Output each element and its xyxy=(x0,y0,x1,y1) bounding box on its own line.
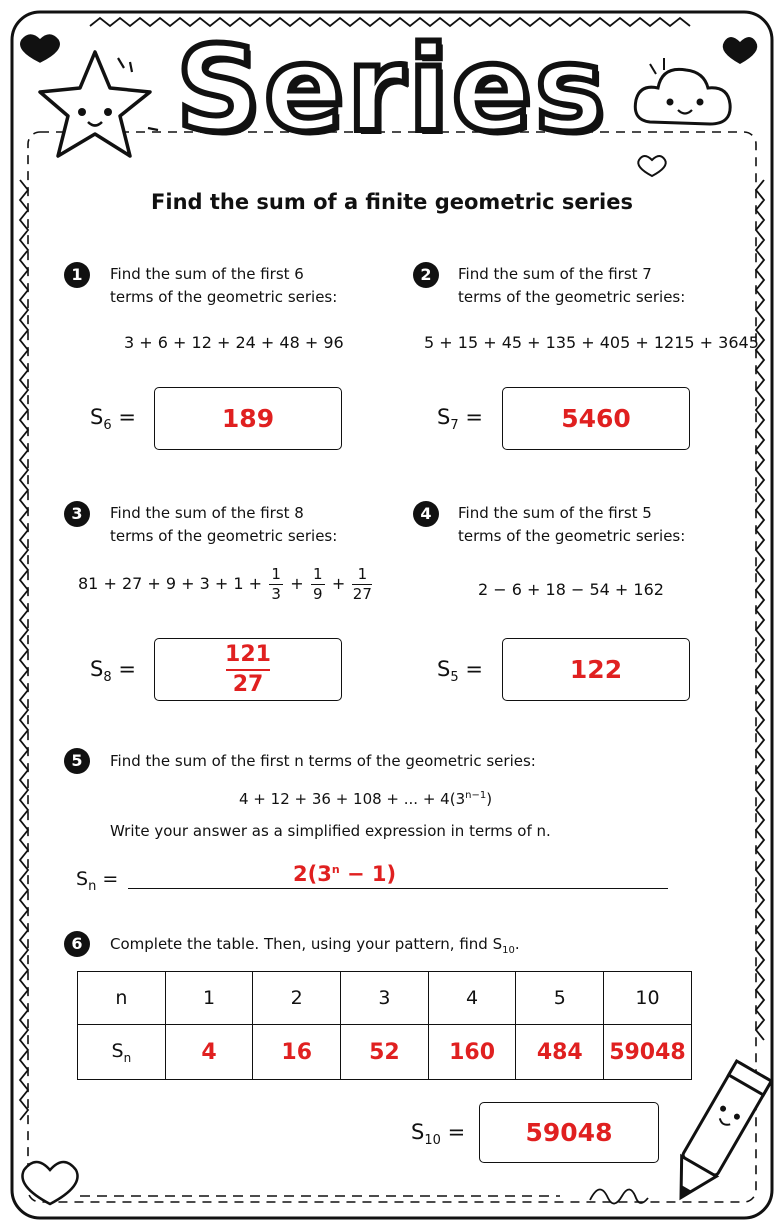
table-answer-cell[interactable]: 4 xyxy=(165,1025,253,1080)
problem-1-text: Find the sum of the first 6 terms of the geometric series: xyxy=(110,265,338,306)
table-header-n: n xyxy=(78,972,166,1025)
fraction-1-3: $\frac{1}{3}$ xyxy=(269,566,283,603)
problem-2-label: $S_7$ = xyxy=(437,405,483,434)
problem-3-text: Find the sum of the first 8 terms of the geometric series: xyxy=(110,504,338,545)
problem-2-answer: 5460 xyxy=(561,404,631,433)
problem-3-answer-box[interactable] xyxy=(154,638,342,701)
table-row xyxy=(78,1025,692,1080)
problem-4-answer-box[interactable] xyxy=(502,638,690,701)
table-answer-cell[interactable]: 160 xyxy=(428,1025,516,1080)
table-cell: 4 xyxy=(428,972,516,1025)
problem-5-text: Find the sum of the first n terms of the geometric series: xyxy=(110,752,536,770)
problem-5-series: 4 + 12 + 36 + 108 + ... + $4(3^{n-1})$ xyxy=(239,790,493,808)
problem-4-series: 2 − 6 + 18 − 54 + 162 xyxy=(478,580,664,599)
problem-number-5: 5 xyxy=(64,748,90,774)
problem-1-label: $S_6$ = xyxy=(90,405,136,434)
problem-number-4: 4 xyxy=(413,501,439,527)
page-subtitle: Find the sum of a finite geometric series xyxy=(151,190,633,214)
problem-1-answer: 189 xyxy=(221,404,275,433)
problem-number-6: 6 xyxy=(64,931,90,957)
table-cell: 10 xyxy=(604,972,692,1025)
table-header-sn: $S_n$ xyxy=(78,1025,166,1080)
problem-2-answer-box[interactable] xyxy=(502,387,690,450)
table-answer-cell[interactable]: 484 xyxy=(516,1025,604,1080)
problem-number-2: 2 xyxy=(413,262,439,288)
problem-5-instruction: Write your answer as a simplified expression in terms of n. xyxy=(110,822,551,840)
problem-number-3: 3 xyxy=(64,501,90,527)
problem-2-series: 5 + 15 + 45 + 135 + 405 + 1215 + 3645 xyxy=(424,333,759,352)
problem-4-label: $S_5$ = xyxy=(437,657,483,686)
problem-6-answer: 59048 xyxy=(525,1118,613,1147)
table-cell: 3 xyxy=(341,972,429,1025)
problem-6-text: Complete the table. Then, using your pattern, find $S_{10}$. xyxy=(110,935,520,956)
sums-table xyxy=(77,971,692,1080)
problem-2-text: Find the sum of the first 7 terms of the geometric series: xyxy=(458,265,686,306)
page-title: Series xyxy=(176,20,608,158)
problem-1-answer-box[interactable] xyxy=(154,387,342,450)
problem-6-label: $S_{10}$ = xyxy=(411,1120,466,1149)
problem-5-label: $S_n$ = xyxy=(76,868,119,894)
table-answer-cell[interactable]: 59048 xyxy=(604,1025,692,1080)
table-cell: 1 xyxy=(165,972,253,1025)
problem-1-series: 3 + 6 + 12 + 24 + 48 + 96 xyxy=(124,333,344,352)
table-cell: 5 xyxy=(516,972,604,1025)
problem-6-answer-box[interactable] xyxy=(479,1102,659,1163)
table-cell: 2 xyxy=(253,972,341,1025)
problem-3-series: 81 + 27 + 9 + 3 + 1 + $\frac{1}{3}$ + $\frac{1}{9}$ + $\frac{1}{27}$ xyxy=(78,565,372,604)
problem-3-answer: $\frac{121}{27}$ xyxy=(225,641,271,697)
table-row xyxy=(78,972,692,1025)
problem-3-label: $S_8$ = xyxy=(90,657,136,686)
table-answer-cell[interactable]: 16 xyxy=(253,1025,341,1080)
problem-number-1: 1 xyxy=(64,262,90,288)
table-answer-cell[interactable]: 52 xyxy=(341,1025,429,1080)
problem-5-answer: $2(3^n - 1)$ xyxy=(293,862,397,886)
problem-4-text: Find the sum of the first 5 terms of the geometric series: xyxy=(458,504,686,545)
fraction-1-9: $\frac{1}{9}$ xyxy=(311,566,325,603)
problem-5-answer-line[interactable] xyxy=(128,888,668,889)
problem-4-answer: 122 xyxy=(569,655,623,684)
title-banner xyxy=(0,14,784,164)
fraction-1-27: $\frac{1}{27}$ xyxy=(352,565,372,604)
pencil-character xyxy=(664,1061,772,1207)
